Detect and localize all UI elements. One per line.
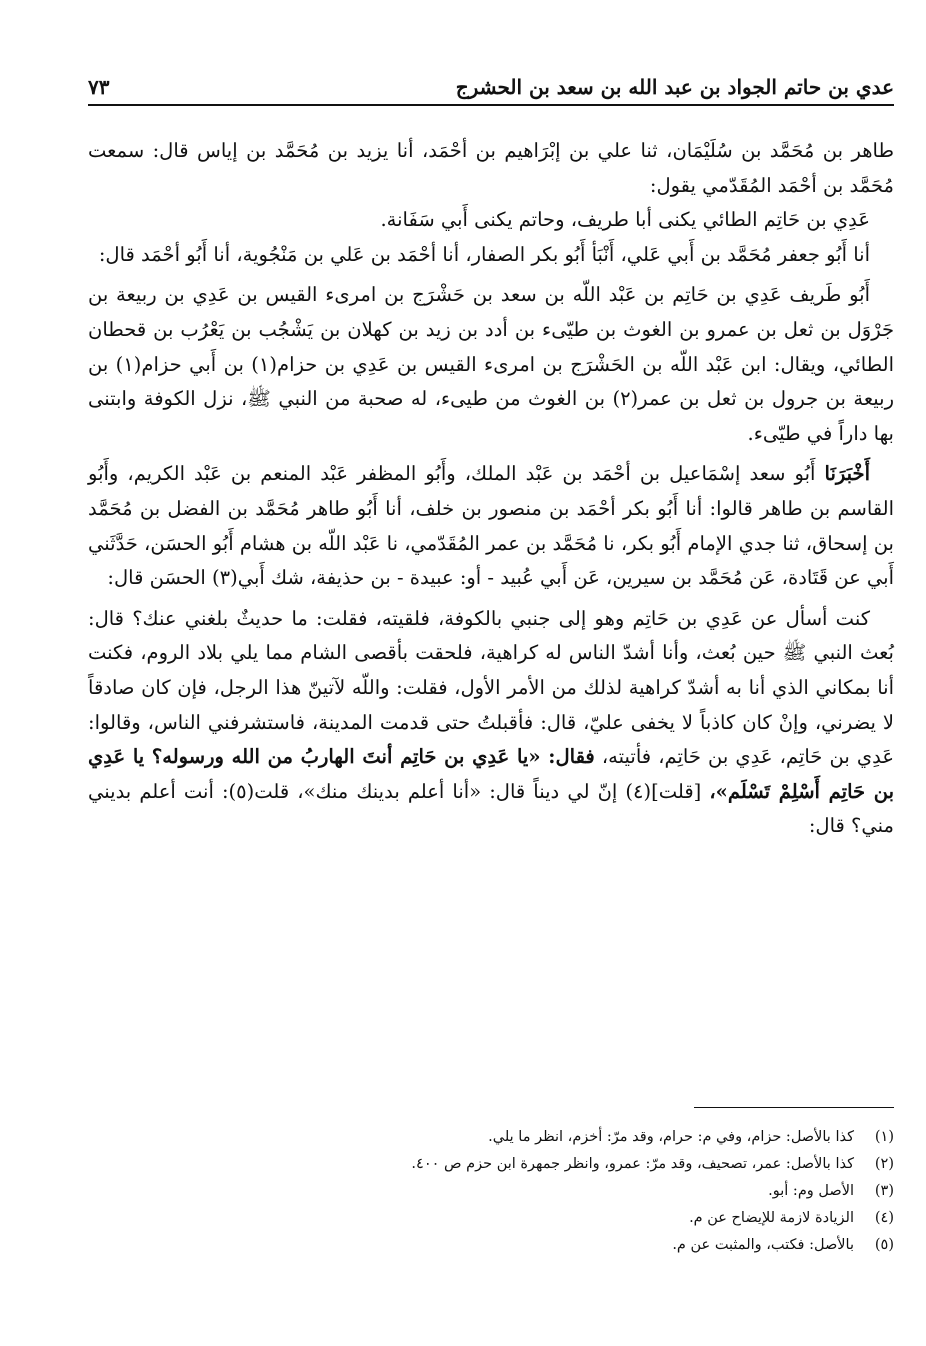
footnote-number: (٤): [874, 1210, 894, 1226]
footnote: [88, 1232, 894, 1259]
footnote-number: (٢): [874, 1156, 894, 1172]
footnote-text: الزيادة لازمة للإيضاح عن م.: [689, 1210, 854, 1226]
footnote-text: بالأصل: فكتب، والمثبت عن م.: [672, 1237, 854, 1253]
paragraph-narration: [88, 602, 894, 844]
text-line: [قلت](٤) إنّ لي ديناً قال: «أنا أعلم بدينك منك»، قلت(٥): أنت أعلم بديني مني؟ قال:: [88, 779, 894, 838]
text-line: كنت أسأل عن عَدِي بن حَاتِم وهو إلى جنبي بالكوفة، فلقيته، فقلت: ما حديثٌ بلغني: [184, 606, 870, 630]
footnote: [88, 1151, 894, 1178]
page-header: [88, 70, 894, 106]
paragraph-isnad-2: [88, 238, 894, 273]
text-line: حتى قدمت المدينة، فاستشرفني الناس، وقالوا: عَدِي بن حَاتِم، عَدِي بن حَاتِم، فأتيته،: [88, 710, 895, 769]
text-line: عَدِي بن حَاتِم الطائي يكنى أبا طريف، وحاتم يكنى أَبي سَفَانة.: [380, 208, 870, 232]
text-line: الغوث من طيىء، له صحبة من النبي ﷺ، نزل الكوفة وابتنى بها داراً في طيّىء.: [88, 387, 894, 445]
lead-word: أَخْبَرَنَا: [824, 462, 871, 486]
text-line: أَبُو سعد إسْمَاعيل بن أحْمَد بن عَبْد الملك، وأَبُو المظفر عَبْد المنعم بن: [230, 462, 816, 486]
text-line: عنك؟ قال: بُعث النبي ﷺ حين بُعث، وأنا أشدّ الناس له كراهية، فلحقت بأقصى الشام مما: [88, 606, 894, 665]
text-line: فقال: «يا عَدِي بن حَاتِم أنتَ الهاربُ من الله ورسوله؟ يا عَدِي بن حَاتِم أَسْلِمْ تَسْلَم»،: [88, 745, 895, 803]
paragraph-isnad-1: [88, 134, 894, 203]
footnote-number: (٥): [874, 1237, 894, 1253]
text-line: لآتينّ هذا الرجل، فإن كان صادقاً لا يضرني، وإنْ كان كاذباً لا يخفى عليّ، قال: فأقبلتُ: [88, 675, 895, 734]
footnote-divider: [694, 1107, 894, 1108]
footnote: [88, 1124, 894, 1151]
text-line: كهلان بن يَشْجُب بن يَعْرُب بن قحطان الطائي، ويقال: ابن عَبْد اللّه بن الحَشْرَج بن امرىء: [88, 317, 895, 376]
text-line: أنا أَبُو أحْمَد قال:: [98, 242, 231, 266]
text-line: أَبُو طَريف عَدِي بن حَاتِم بن عَبْد اللّه بن سعد بن حَشْرَج بن امرىء القيس بن: [237, 283, 870, 307]
footnote-text: كذا بالأصل: حزام، وفي م: حرام، وقد مرّ: أخزم، انظر ما يلي.: [488, 1129, 854, 1145]
paragraph-akhbarana: [88, 457, 894, 595]
text-line: طاهر بن مُحَمَّد بن سُلَيْمَان، ثنا علي بن إبْرَاهيم بن أحْمَد، أنا يزيد بن مُحَمَّد بن إياس: [197, 139, 894, 162]
text-line: يلي بلاد الروم، فكنت أنا بمكاني الذي أنا به أشدّ كراهية لذلك من الأمر الأول، فقلت: واللّه: [88, 641, 894, 699]
text-line: القيس بن عَدِي بن حزام(١) بن أَبي حزام(١) بن ربيعة بن جرول بن ثعل بن عمر(٢) بن: [88, 352, 895, 411]
text-line: عَدِي بن ربيعة بن جَرْوَل بن ثعل بن عمرو بن الغوث بن طيّىء بن أدد بن زيد بن: [88, 283, 895, 341]
footnote: [88, 1205, 894, 1232]
footnote-text: كذا بالأصل: عمر، تصحيف، وقد مرّ: عمرو، وانظر جمهرة ابن حزم ص ٤٠٠.: [411, 1156, 854, 1172]
page-number: ٧٣: [88, 75, 110, 99]
footnotes: [88, 1124, 894, 1259]
footnote-text: الأصل وم: أبو.: [768, 1183, 854, 1199]
footnote-number: (٣): [874, 1183, 894, 1199]
text-line: قال: سمعت مُحَمَّد بن أحْمَد المُقَدّمي يقول:: [88, 139, 894, 197]
text-line: عَن أَبي عُبيد - أو: عبيدة - بن حذيفة، شك أَبي(٣) الحسَن قال:: [107, 566, 600, 590]
text-line: المُقَدّمي، نا عَبْد اللّه بن هشام أَبُو الحسَن، حَدَّثَني أَبي عن قَتَادة، عَن مُحَمَّد بن سيرين،: [88, 531, 894, 590]
paragraph-kunya: [88, 203, 894, 238]
text-line: طاهر مُحَمَّد بن الفضل بن مُحَمَّد بن إسحاق، ثنا جدي الإمام أَبُو بكر، نا مُحَمَّد بن عمر: [88, 496, 894, 555]
footnote-number: (١): [874, 1129, 894, 1145]
paragraph-lineage: [88, 278, 894, 451]
main-text: [88, 134, 894, 844]
footnote: [88, 1178, 894, 1205]
text-line: أنا أَبُو جعفر مُحَمَّد بن أَبي عَلي، أَنْبَأ أَبُو بكر الصفار، أنا أحْمَد بن عَلي بن مَنْجُوية،: [236, 242, 870, 266]
text-line: عَبْد الكريم، وأَبُو القاسم بن طاهر قالوا: أنا أَبُو بكر أحْمَد بن منصور بن خلف، أنا أَبُو: [88, 462, 894, 520]
running-title: عدي بن حاتم الجواد بن عبد الله بن سعد بن الحشرج: [455, 75, 894, 99]
